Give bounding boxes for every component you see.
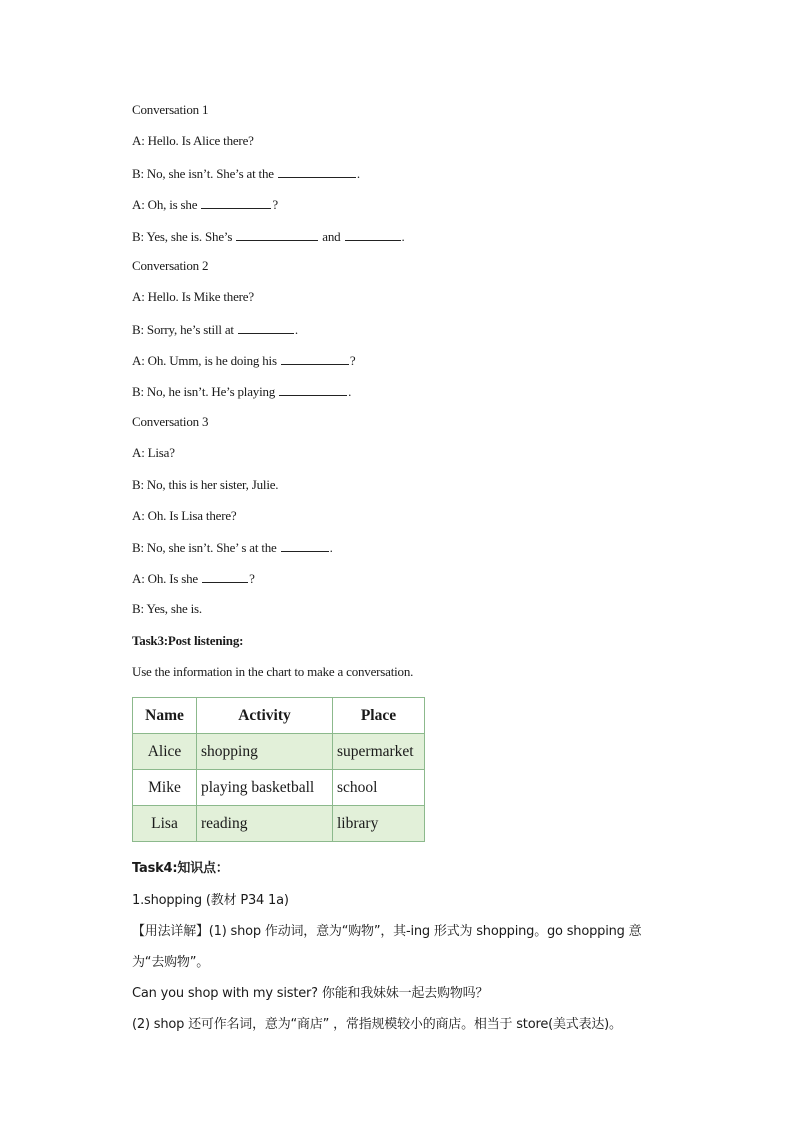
usage-detail-1a: 【用法详解】(1) shop 作动词，意为“购物”，其-ing 形式为 shopping。go shopping 意	[132, 924, 642, 939]
info-chart-table	[132, 697, 425, 842]
answer-blank[interactable]	[281, 352, 349, 365]
conv3-line-3: A: Oh. Is Lisa there?	[132, 508, 237, 523]
answer-blank[interactable]	[238, 321, 294, 334]
usage-detail-1b: 为“去购物”。	[132, 955, 210, 970]
table-header-row	[133, 698, 425, 734]
answer-blank[interactable]	[279, 383, 347, 396]
conv1-line-3: A: Oh, is she ?	[132, 197, 278, 212]
conv2-line-4: B: No, he isn’t. He’s playing .	[132, 384, 352, 399]
answer-blank[interactable]	[281, 539, 329, 552]
cell-place: library	[333, 806, 425, 842]
usage-detail-2: (2) shop 还可作名词，意为“商店” ，常指规模较小的商店。相当于 store(美式表达)。	[132, 1017, 622, 1032]
table-row	[133, 734, 425, 770]
cell-activity: reading	[197, 806, 333, 842]
answer-blank[interactable]	[201, 196, 271, 209]
cell-name: Lisa	[133, 806, 197, 842]
answer-blank[interactable]	[278, 165, 356, 178]
example-sentence-1: Can you shop with my sister? 你能和我妹妹一起去购物吗？	[132, 986, 489, 1001]
header-place: Place	[333, 698, 425, 734]
conv3-line-5: A: Oh. Is she ?	[132, 571, 255, 586]
conv3-line-6: B: Yes, she is.	[132, 601, 202, 616]
conv2-line-2: B: Sorry, he’s still at .	[132, 322, 298, 337]
task3-heading: Task3:Post listening:	[132, 633, 244, 648]
conv1-line-4: B: Yes, she is. She’s and .	[132, 229, 405, 244]
conversation-1-title: Conversation 1	[132, 102, 209, 117]
conversation-3-title: Conversation 3	[132, 414, 209, 429]
conv2-line-3: A: Oh. Umm, is he doing his ?	[132, 353, 356, 368]
conv1-line-2: B: No, she isn’t. She’s at the .	[132, 166, 360, 181]
answer-blank[interactable]	[236, 228, 318, 241]
cell-name: Alice	[133, 734, 197, 770]
conv1-line-1: A: Hello. Is Alice there?	[132, 133, 254, 148]
cell-activity: playing basketball	[197, 770, 333, 806]
table-row	[133, 770, 425, 806]
answer-blank[interactable]	[345, 228, 401, 241]
header-activity: Activity	[197, 698, 333, 734]
cell-name: Mike	[133, 770, 197, 806]
conv2-line-1: A: Hello. Is Mike there?	[132, 289, 254, 304]
cell-activity: shopping	[197, 734, 333, 770]
table-row	[133, 806, 425, 842]
conv3-line-2: B: No, this is her sister, Julie.	[132, 477, 279, 492]
cell-place: school	[333, 770, 425, 806]
task4-heading: Task4:知识点：	[132, 861, 229, 876]
answer-blank[interactable]	[202, 570, 248, 583]
header-name: Name	[133, 698, 197, 734]
task4-item-1: 1.shopping (教材 P34 1a)	[132, 893, 289, 908]
task3-instruction: Use the information in the chart to make a conversation.	[132, 664, 414, 679]
conv3-line-4: B: No, she isn’t. She’ s at the .	[132, 540, 333, 555]
conversation-2-title: Conversation 2	[132, 258, 209, 273]
cell-place: supermarket	[333, 734, 425, 770]
conv3-line-1: A: Lisa?	[132, 445, 175, 460]
